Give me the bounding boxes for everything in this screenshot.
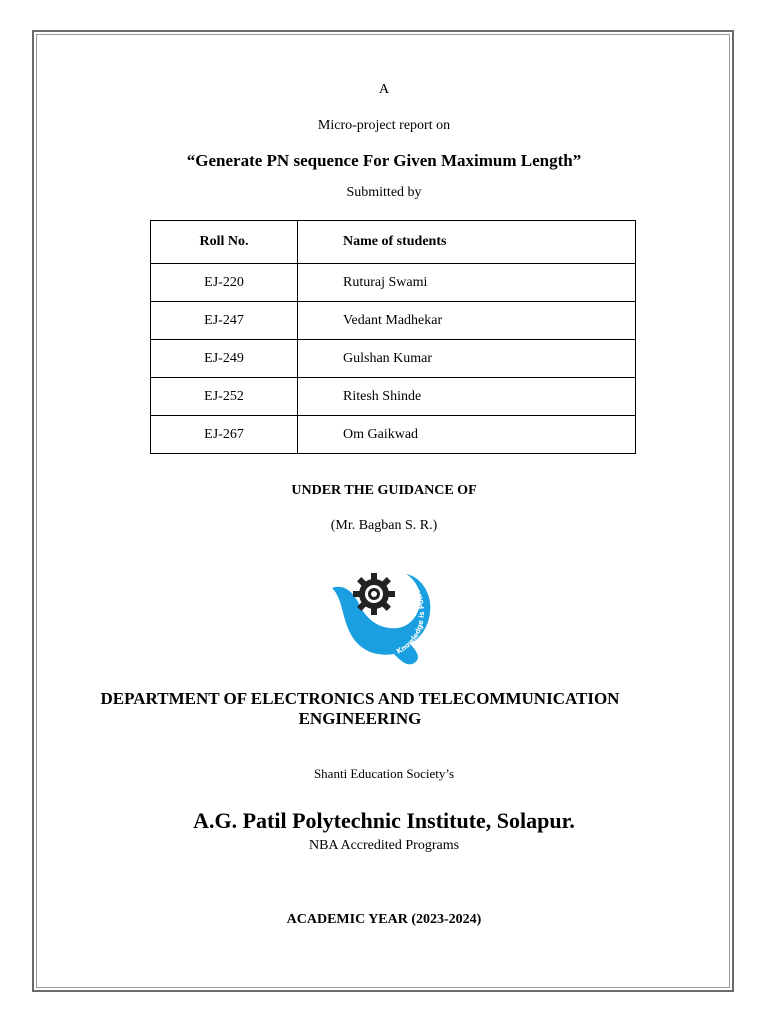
department-line-2: ENGINEERING [298, 709, 422, 728]
guidance-heading: UNDER THE GUIDANCE OF [291, 483, 477, 498]
student-name-cell: Vedant Madhekar [298, 302, 636, 340]
roll-no-cell: EJ-252 [151, 378, 298, 416]
student-name-cell: Ritesh Shinde [298, 378, 636, 416]
roll-no-cell: EJ-249 [151, 340, 298, 378]
student-name-cell: Ruturaj Swami [298, 264, 636, 302]
roll-no-cell: EJ-267 [151, 416, 298, 454]
institute-logo [328, 568, 440, 668]
gear-icon [353, 573, 395, 615]
society-name: Shanti Education Society’s [313, 766, 455, 781]
header-letter-a: A [378, 82, 390, 97]
student-name-cell: Om Gaikwad [298, 416, 636, 454]
academic-year: ACADEMIC YEAR (2023-2024) [286, 912, 482, 927]
department-name [0, 689, 744, 729]
students-table [150, 220, 636, 454]
report-type: Micro-project report on [317, 118, 451, 133]
department-line-1: DEPARTMENT OF ELECTRONICS AND TELECOMMUNICATION [100, 689, 620, 708]
student-name-cell: Gulshan Kumar [298, 340, 636, 378]
submitted-by: Submitted by [346, 185, 422, 200]
table-header-row [151, 221, 636, 264]
header-roll-no: Roll No. [151, 221, 298, 264]
table-row [151, 378, 636, 416]
institute-name: A.G. Patil Polytechnic Institute, Solapur. [193, 808, 575, 833]
table-row [151, 264, 636, 302]
table-row [151, 302, 636, 340]
guide-name: (Mr. Bagban S. R.) [330, 518, 438, 533]
table-row [151, 340, 636, 378]
accreditation: NBA Accredited Programs [308, 838, 460, 853]
logo-motto: Knowledge is Power [395, 584, 427, 656]
roll-no-cell: EJ-247 [151, 302, 298, 340]
table-row [151, 416, 636, 454]
report-title: “Generate PN sequence For Given Maximum Length” [186, 151, 582, 170]
roll-no-cell: EJ-220 [151, 264, 298, 302]
header-student-name: Name of students [298, 221, 636, 264]
